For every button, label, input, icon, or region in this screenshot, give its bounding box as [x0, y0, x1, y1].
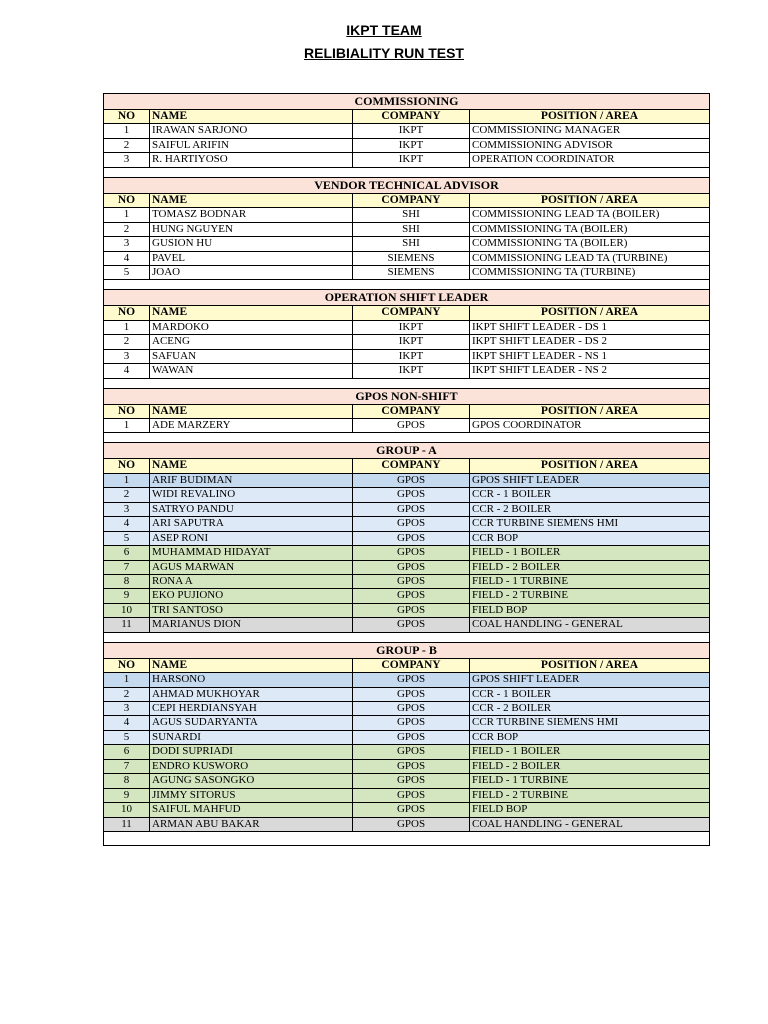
table-row — [104, 139, 709, 153]
table-row — [104, 364, 709, 378]
page-subtitle: RELIBIALITY RUN TEST — [304, 45, 464, 61]
header-company: COMPANY — [353, 405, 470, 418]
cell-no: 6 — [104, 546, 150, 559]
table-row — [104, 266, 709, 280]
cell-no: 3 — [104, 503, 150, 516]
cell-no: 2 — [104, 223, 150, 236]
cell-no: 5 — [104, 731, 150, 744]
cell-company: SIEMENS — [353, 266, 470, 279]
table-row — [104, 124, 709, 138]
cell-name: IRAWAN SARJONO — [150, 124, 353, 137]
cell-name: HARSONO — [150, 673, 353, 686]
spacer-row — [104, 832, 709, 846]
table-row — [104, 503, 709, 517]
cell-no: 6 — [104, 745, 150, 758]
cell-position: CCR TURBINE SIEMENS HMI — [472, 716, 619, 729]
cell-no: 5 — [104, 266, 150, 279]
cell-name: AGUS SUDARYANTA — [150, 716, 353, 729]
table-row — [104, 335, 709, 349]
header-no: NO — [104, 194, 150, 207]
cell-name: AGUNG SASONGKO — [150, 774, 353, 787]
cell-name: ARMAN ABU BAKAR — [150, 818, 353, 831]
table-row — [104, 702, 709, 716]
cell-no: 7 — [104, 760, 150, 773]
cell-no: 4 — [104, 364, 150, 377]
header-no: NO — [104, 405, 150, 418]
cell-no: 2 — [104, 139, 150, 152]
spacer-row — [104, 633, 709, 643]
table-row — [104, 350, 709, 364]
cell-name: EKO PUJIONO — [150, 589, 353, 602]
cell-position: FIELD - 1 TURBINE — [472, 774, 569, 787]
cell-name: PAVEL — [150, 252, 353, 265]
cell-no: 1 — [104, 419, 150, 432]
cell-name: WAWAN — [150, 364, 353, 377]
cell-position: IKPT SHIFT LEADER - DS 1 — [472, 320, 607, 333]
cell-company: GPOS — [353, 688, 470, 701]
cell-company: SHI — [353, 223, 470, 236]
section-title: VENDOR TECHNICAL ADVISOR — [104, 178, 709, 194]
cell-name: WIDI REVALINO — [150, 488, 353, 501]
cell-company: IKPT — [353, 321, 470, 334]
cell-company: GPOS — [353, 561, 470, 574]
cell-position: FIELD - 1 BOILER — [472, 546, 561, 559]
cell-company: GPOS — [353, 745, 470, 758]
header-position: POSITION / AREA — [540, 459, 639, 472]
cell-company: GPOS — [353, 702, 470, 715]
cell-position: COMMISSIONING TA (BOILER) — [472, 222, 628, 235]
table-row — [104, 760, 709, 774]
cell-no: 10 — [104, 604, 150, 617]
cell-position: COAL HANDLING - GENERAL — [472, 618, 623, 631]
cell-name: ARI SAPUTRA — [150, 517, 353, 530]
cell-company: SHI — [353, 237, 470, 250]
spacer-row — [104, 379, 709, 389]
spacer-row — [104, 280, 709, 290]
table-row — [104, 321, 709, 335]
table-row — [104, 419, 709, 433]
table-row — [104, 731, 709, 745]
header-company: COMPANY — [353, 110, 470, 123]
cell-name: DODI SUPRIADI — [150, 745, 353, 758]
cell-company: GPOS — [353, 546, 470, 559]
cell-no: 3 — [104, 237, 150, 250]
cell-name: AGUS MARWAN — [150, 561, 353, 574]
table-row — [104, 604, 709, 618]
table-row — [104, 237, 709, 251]
cell-company: GPOS — [353, 789, 470, 802]
cell-name: RONA A — [150, 575, 353, 588]
cell-position: COMMISSIONING TA (TURBINE) — [472, 265, 636, 278]
cell-position: COMMISSIONING ADVISOR — [472, 138, 613, 151]
section-title: OPERATION SHIFT LEADER — [104, 290, 709, 306]
cell-company: GPOS — [353, 575, 470, 588]
cell-position: COMMISSIONING LEAD TA (TURBINE) — [472, 251, 668, 264]
cell-position: COMMISSIONING TA (BOILER) — [472, 237, 628, 250]
cell-company: GPOS — [353, 818, 470, 831]
cell-no: 3 — [104, 153, 150, 166]
cell-name: JOAO — [150, 266, 353, 279]
cell-name: MUHAMMAD HIDAYAT — [150, 546, 353, 559]
cell-position: GPOS COORDINATOR — [472, 419, 582, 431]
cell-no: 2 — [104, 688, 150, 701]
cell-company: GPOS — [353, 532, 470, 545]
header-position: POSITION / AREA — [540, 306, 639, 319]
header-no: NO — [104, 659, 150, 672]
table-row — [104, 153, 709, 167]
cell-no: 1 — [104, 321, 150, 334]
table-header-row — [104, 110, 709, 124]
table-row — [104, 474, 709, 488]
cell-no: 7 — [104, 561, 150, 574]
cell-position: CCR BOP — [472, 730, 519, 743]
cell-company: IKPT — [353, 364, 470, 377]
cell-company: IKPT — [353, 139, 470, 152]
header-company: COMPANY — [353, 659, 470, 672]
cell-position: CCR - 2 BOILER — [472, 702, 552, 714]
page-title: IKPT TEAM — [346, 22, 422, 38]
header-name: NAME — [150, 659, 353, 672]
cell-company: GPOS — [353, 474, 470, 487]
header-no: NO — [104, 306, 150, 319]
cell-name: ARIF BUDIMAN — [150, 474, 353, 487]
header-name: NAME — [150, 110, 353, 123]
table-row — [104, 774, 709, 788]
cell-name: ADE MARZERY — [150, 419, 353, 432]
table-header-row — [104, 459, 709, 473]
cell-no: 2 — [104, 488, 150, 501]
cell-no: 8 — [104, 774, 150, 787]
table-row — [104, 688, 709, 702]
cell-company: GPOS — [353, 803, 470, 816]
table-row — [104, 517, 709, 531]
cell-position: CCR - 2 BOILER — [472, 502, 552, 515]
header-no: NO — [104, 110, 150, 123]
cell-position: IKPT SHIFT LEADER - DS 2 — [472, 335, 607, 348]
cell-company: GPOS — [353, 716, 470, 729]
table-row — [104, 789, 709, 803]
table-row — [104, 716, 709, 730]
cell-company: GPOS — [353, 760, 470, 773]
cell-company: GPOS — [353, 731, 470, 744]
cell-no: 4 — [104, 517, 150, 530]
cell-no: 8 — [104, 575, 150, 588]
cell-company: GPOS — [353, 419, 470, 432]
roster-table — [103, 93, 710, 846]
header-position: POSITION / AREA — [540, 110, 639, 122]
cell-company: GPOS — [353, 517, 470, 530]
cell-company: IKPT — [353, 350, 470, 363]
spacer-row — [104, 433, 709, 443]
cell-company: GPOS — [353, 589, 470, 602]
table-row — [104, 745, 709, 759]
header-name: NAME — [150, 306, 353, 319]
cell-no: 3 — [104, 702, 150, 715]
cell-name: GUSION HU — [150, 237, 353, 250]
cell-company: SIEMENS — [353, 252, 470, 265]
cell-position: CCR TURBINE SIEMENS HMI — [472, 517, 619, 530]
cell-no: 9 — [104, 789, 150, 802]
table-row — [104, 618, 709, 632]
cell-company: IKPT — [353, 153, 470, 166]
cell-position: FIELD - 2 BOILER — [472, 759, 561, 772]
table-row — [104, 532, 709, 546]
header-company: COMPANY — [353, 194, 470, 207]
cell-position: IKPT SHIFT LEADER - NS 2 — [472, 364, 607, 377]
cell-no: 10 — [104, 803, 150, 816]
cell-name: SUNARDI — [150, 731, 353, 744]
cell-no: 1 — [104, 124, 150, 137]
section-title: GROUP - B — [104, 643, 709, 659]
header-company: COMPANY — [353, 459, 470, 472]
cell-name: HUNG NGUYEN — [150, 223, 353, 236]
cell-name: ACENG — [150, 335, 353, 348]
cell-name: R. HARTIYOSO — [150, 153, 353, 166]
cell-name: SAIFUL MAHFUD — [150, 803, 353, 816]
cell-position: FIELD BOP — [472, 803, 528, 816]
header-name: NAME — [150, 194, 353, 207]
cell-no: 2 — [104, 335, 150, 348]
cell-name: AHMAD MUKHOYAR — [150, 688, 353, 701]
cell-position: FIELD - 2 TURBINE — [472, 788, 569, 801]
cell-name: MARIANUS DION — [150, 618, 353, 631]
cell-position: FIELD - 2 BOILER — [472, 560, 561, 573]
table-row — [104, 223, 709, 237]
cell-position: GPOS SHIFT LEADER — [472, 473, 580, 486]
spacer-row — [104, 168, 709, 178]
cell-position: CCR - 1 BOILER — [472, 488, 552, 501]
cell-company: GPOS — [353, 774, 470, 787]
header-company: COMPANY — [353, 306, 470, 319]
table-row — [104, 561, 709, 575]
cell-position: FIELD - 1 TURBINE — [472, 574, 569, 587]
header-name: NAME — [150, 459, 353, 472]
cell-no: 4 — [104, 252, 150, 265]
cell-position: COMMISSIONING MANAGER — [472, 124, 621, 137]
cell-position: FIELD - 1 BOILER — [472, 745, 561, 758]
cell-name: SATRYO PANDU — [150, 503, 353, 516]
cell-name: JIMMY SITORUS — [150, 789, 353, 802]
cell-position: GPOS SHIFT LEADER — [472, 673, 580, 686]
cell-no: 5 — [104, 532, 150, 545]
section-title: GPOS NON-SHIFT — [104, 389, 709, 405]
cell-company: GPOS — [353, 488, 470, 501]
cell-name: SAIFUL ARIFIN — [150, 139, 353, 152]
cell-no: 11 — [104, 618, 150, 631]
table-row — [104, 252, 709, 266]
cell-company: IKPT — [353, 335, 470, 348]
cell-position: IKPT SHIFT LEADER - NS 1 — [472, 349, 607, 362]
table-row — [104, 575, 709, 589]
cell-position: COAL HANDLING - GENERAL — [472, 817, 623, 830]
cell-name: TRI SANTOSO — [150, 604, 353, 617]
table-header-row — [104, 194, 709, 208]
cell-company: SHI — [353, 208, 470, 221]
cell-no: 1 — [104, 673, 150, 686]
section-title: COMMISSIONING — [104, 94, 709, 110]
cell-no: 3 — [104, 350, 150, 363]
table-row — [104, 488, 709, 502]
cell-position: OPERATION COORDINATOR — [472, 153, 615, 166]
header-name: NAME — [150, 405, 353, 418]
header-no: NO — [104, 459, 150, 472]
table-row — [104, 546, 709, 560]
cell-company: GPOS — [353, 503, 470, 516]
cell-name: TOMASZ BODNAR — [150, 208, 353, 221]
cell-position: CCR BOP — [472, 531, 519, 544]
cell-name: ENDRO KUSWORO — [150, 760, 353, 773]
cell-company: GPOS — [353, 604, 470, 617]
table-row — [104, 818, 709, 832]
cell-no: 1 — [104, 208, 150, 221]
cell-position: CCR - 1 BOILER — [472, 687, 552, 700]
section-title: GROUP - A — [104, 443, 709, 459]
table-header-row — [104, 405, 709, 419]
cell-no: 11 — [104, 818, 150, 831]
header-position: POSITION / AREA — [540, 404, 639, 417]
cell-name: ASEP RONI — [150, 532, 353, 545]
cell-name: MARDOKO — [150, 321, 353, 334]
table-row — [104, 589, 709, 603]
table-row — [104, 803, 709, 817]
header-position: POSITION / AREA — [540, 193, 639, 206]
cell-name: SAFUAN — [150, 350, 353, 363]
table-row — [104, 208, 709, 222]
cell-position: COMMISSIONING LEAD TA (BOILER) — [472, 208, 660, 221]
cell-company: GPOS — [353, 618, 470, 631]
table-row — [104, 673, 709, 687]
cell-company: IKPT — [353, 124, 470, 137]
cell-company: GPOS — [353, 673, 470, 686]
cell-no: 1 — [104, 474, 150, 487]
cell-position: FIELD - 2 TURBINE — [472, 589, 569, 602]
cell-position: FIELD BOP — [472, 603, 528, 616]
table-header-row — [104, 306, 709, 320]
cell-no: 9 — [104, 589, 150, 602]
header-position: POSITION / AREA — [540, 658, 639, 671]
table-header-row — [104, 659, 709, 673]
cell-name: CEPI HERDIANSYAH — [150, 702, 353, 715]
cell-no: 4 — [104, 716, 150, 729]
